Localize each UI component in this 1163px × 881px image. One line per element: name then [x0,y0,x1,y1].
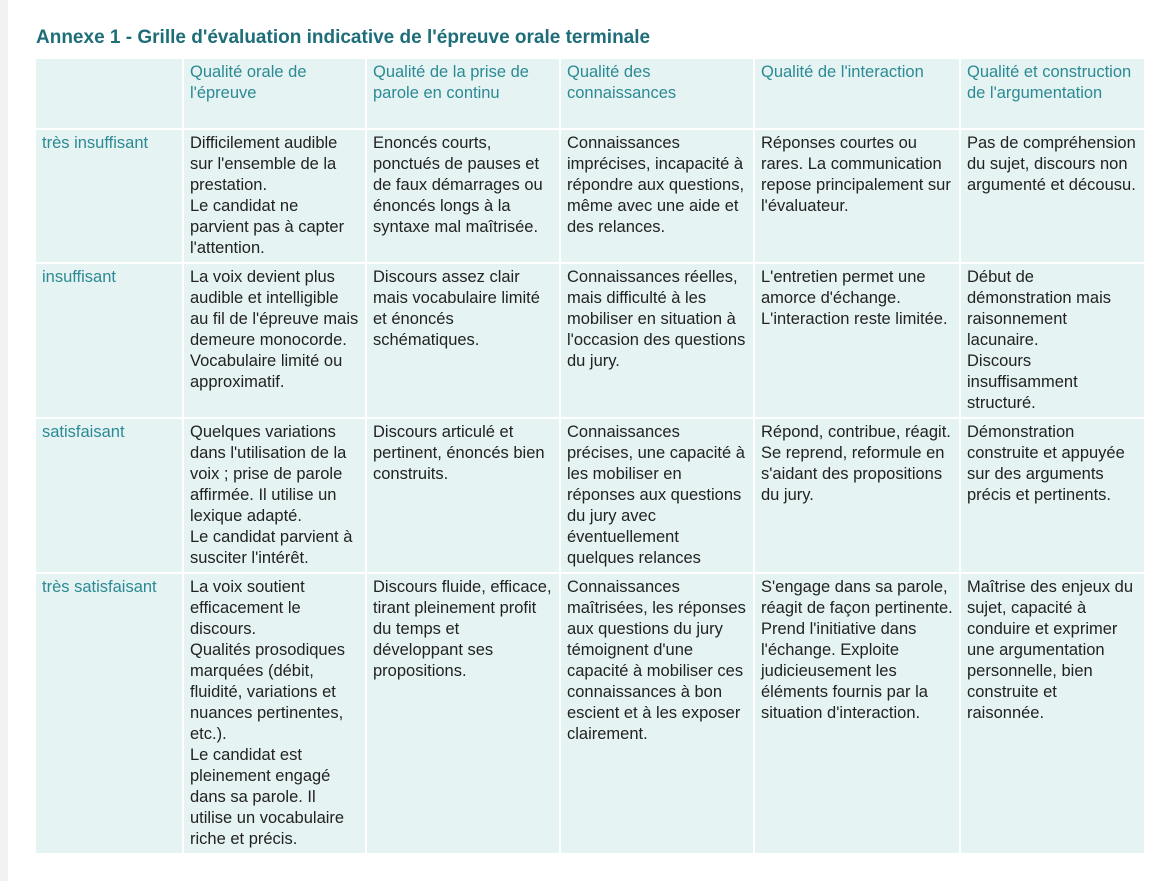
table-row [36,264,1146,419]
document-page [36,24,1146,855]
cell-text: Réponses courtes ou rares. La communication repose principalement sur l'évaluateur. [761,134,951,215]
cell-text: Quelques variations dans l'utilisation de la voix ; prise de parole affirmée. Il utilise un lexique adapté. [190,423,347,525]
table-cell-continuous-speech [367,419,561,574]
cell-text: La voix soutient efficacement le discours. [190,578,305,638]
cell-text: Difficilement audible sur l'ensemble de la prestation. [190,134,338,194]
cell-text: Début de démonstration mais raisonnement lacunaire. [967,268,1111,349]
row-header-level: très satisfaisant [36,574,184,855]
row-header-level: satisfaisant [36,419,184,574]
cell-text: Connaissances maîtrisées, les réponses aux questions du jury témoignent d'une capacité à mobiliser ces connaissances à bon escient et à les exposer clairement. [567,578,746,743]
cell-text: Discours insuffisamment structuré. [967,352,1078,412]
cell-text: Discours articulé et pertinent, énoncés bien construits. [373,423,545,483]
cell-text: Le candidat ne parvient pas à capter l'attention. [190,197,345,257]
table-cell-knowledge [561,419,755,574]
column-header-knowledge: Qualité des connaissances [561,59,755,130]
column-header-oral-quality: Qualité orale de l'épreuve [184,59,367,130]
table-cell-argumentation [961,264,1146,419]
table-cell-continuous-speech [367,130,561,264]
cell-text: La voix devient plus audible et intelligible au fil de l'épreuve mais demeure monocorde. [190,268,359,349]
column-header-interaction: Qualité de l'interaction [755,59,961,130]
page-margin-strip [0,0,8,881]
table-cell-oral-quality [184,130,367,264]
cell-text: Qualités prosodiques marquées (débit, fluidité, variations et nuances pertinentes, etc.). [190,641,346,743]
cell-text: Discours assez clair mais vocabulaire limité et énoncés schématiques. [373,268,540,349]
table-cell-continuous-speech [367,574,561,855]
cell-text: Démonstration construite et appuyée sur des arguments précis et pertinents. [967,423,1125,504]
cell-text: Maîtrise des enjeux du sujet, capacité à conduire et exprimer une argumentation personnelle, bien construite et raisonnée. [967,578,1134,722]
evaluation-grid-table [36,59,1146,855]
cell-text: L'entretien permet une amorce d'échange. L'interaction reste limitée. [761,268,948,328]
table-cell-knowledge [561,130,755,264]
table-cell-argumentation [961,130,1146,264]
table-cell-interaction [755,264,961,419]
table-row [36,419,1146,574]
table-cell-continuous-speech [367,264,561,419]
cell-text: Connaissances réelles, mais difficulté à les mobiliser en situation à l'occasion des questions du jury. [567,268,746,370]
row-header-level: très insuffisant [36,130,184,264]
table-cell-interaction [755,130,961,264]
cell-text: S'engage dans sa parole, réagit de façon pertinente. Prend l'initiative dans l'échange. Exploite judicieusement les éléments fournis par la situation d'interaction. [761,578,953,722]
table-row [36,574,1146,855]
table-cell-knowledge [561,574,755,855]
table-cell-interaction [755,419,961,574]
table-cell-interaction [755,574,961,855]
cell-text: Le candidat est pleinement engagé dans sa parole. Il utilise un vocabulaire riche et précis. [190,746,345,848]
cell-text: Le candidat parvient à susciter l'intérêt. [190,528,353,567]
table-cell-oral-quality [184,419,367,574]
table-cell-knowledge [561,264,755,419]
table-cell-oral-quality [184,264,367,419]
cell-text: Répond, contribue, réagit. Se reprend, reformule en s'aidant des propositions du jury. [761,423,951,504]
table-cell-oral-quality [184,574,367,855]
table-header-row [36,59,1146,130]
column-header-continuous-speech: Qualité de la prise de parole en continu [367,59,561,130]
column-header-empty [36,59,184,130]
row-header-level: insuffisant [36,264,184,419]
cell-text: Pas de compréhension du sujet, discours non argumenté et décousu. [967,134,1136,194]
cell-text: Enoncés courts, ponctués de pauses et de faux démarrages ou énoncés longs à la syntaxe mal maîtrisée. [373,134,543,236]
table-cell-argumentation [961,419,1146,574]
column-header-argumentation: Qualité et construction de l'argumentation [961,59,1146,130]
page-title: Annexe 1 - Grille d'évaluation indicative de l'épreuve orale terminale [36,27,651,48]
cell-text: Connaissances précises, une capacité à les mobiliser en réponses aux questions du jury avec éventuellement quelques relances [567,423,745,567]
table-row [36,130,1146,264]
cell-text: Vocabulaire limité ou approximatif. [190,352,343,391]
cell-text: Discours fluide, efficace, tirant pleinement profit du temps et développant ses propositions. [373,578,552,680]
cell-text: Connaissances imprécises, incapacité à répondre aux questions, même avec une aide et des relances. [567,134,745,236]
table-cell-argumentation [961,574,1146,855]
